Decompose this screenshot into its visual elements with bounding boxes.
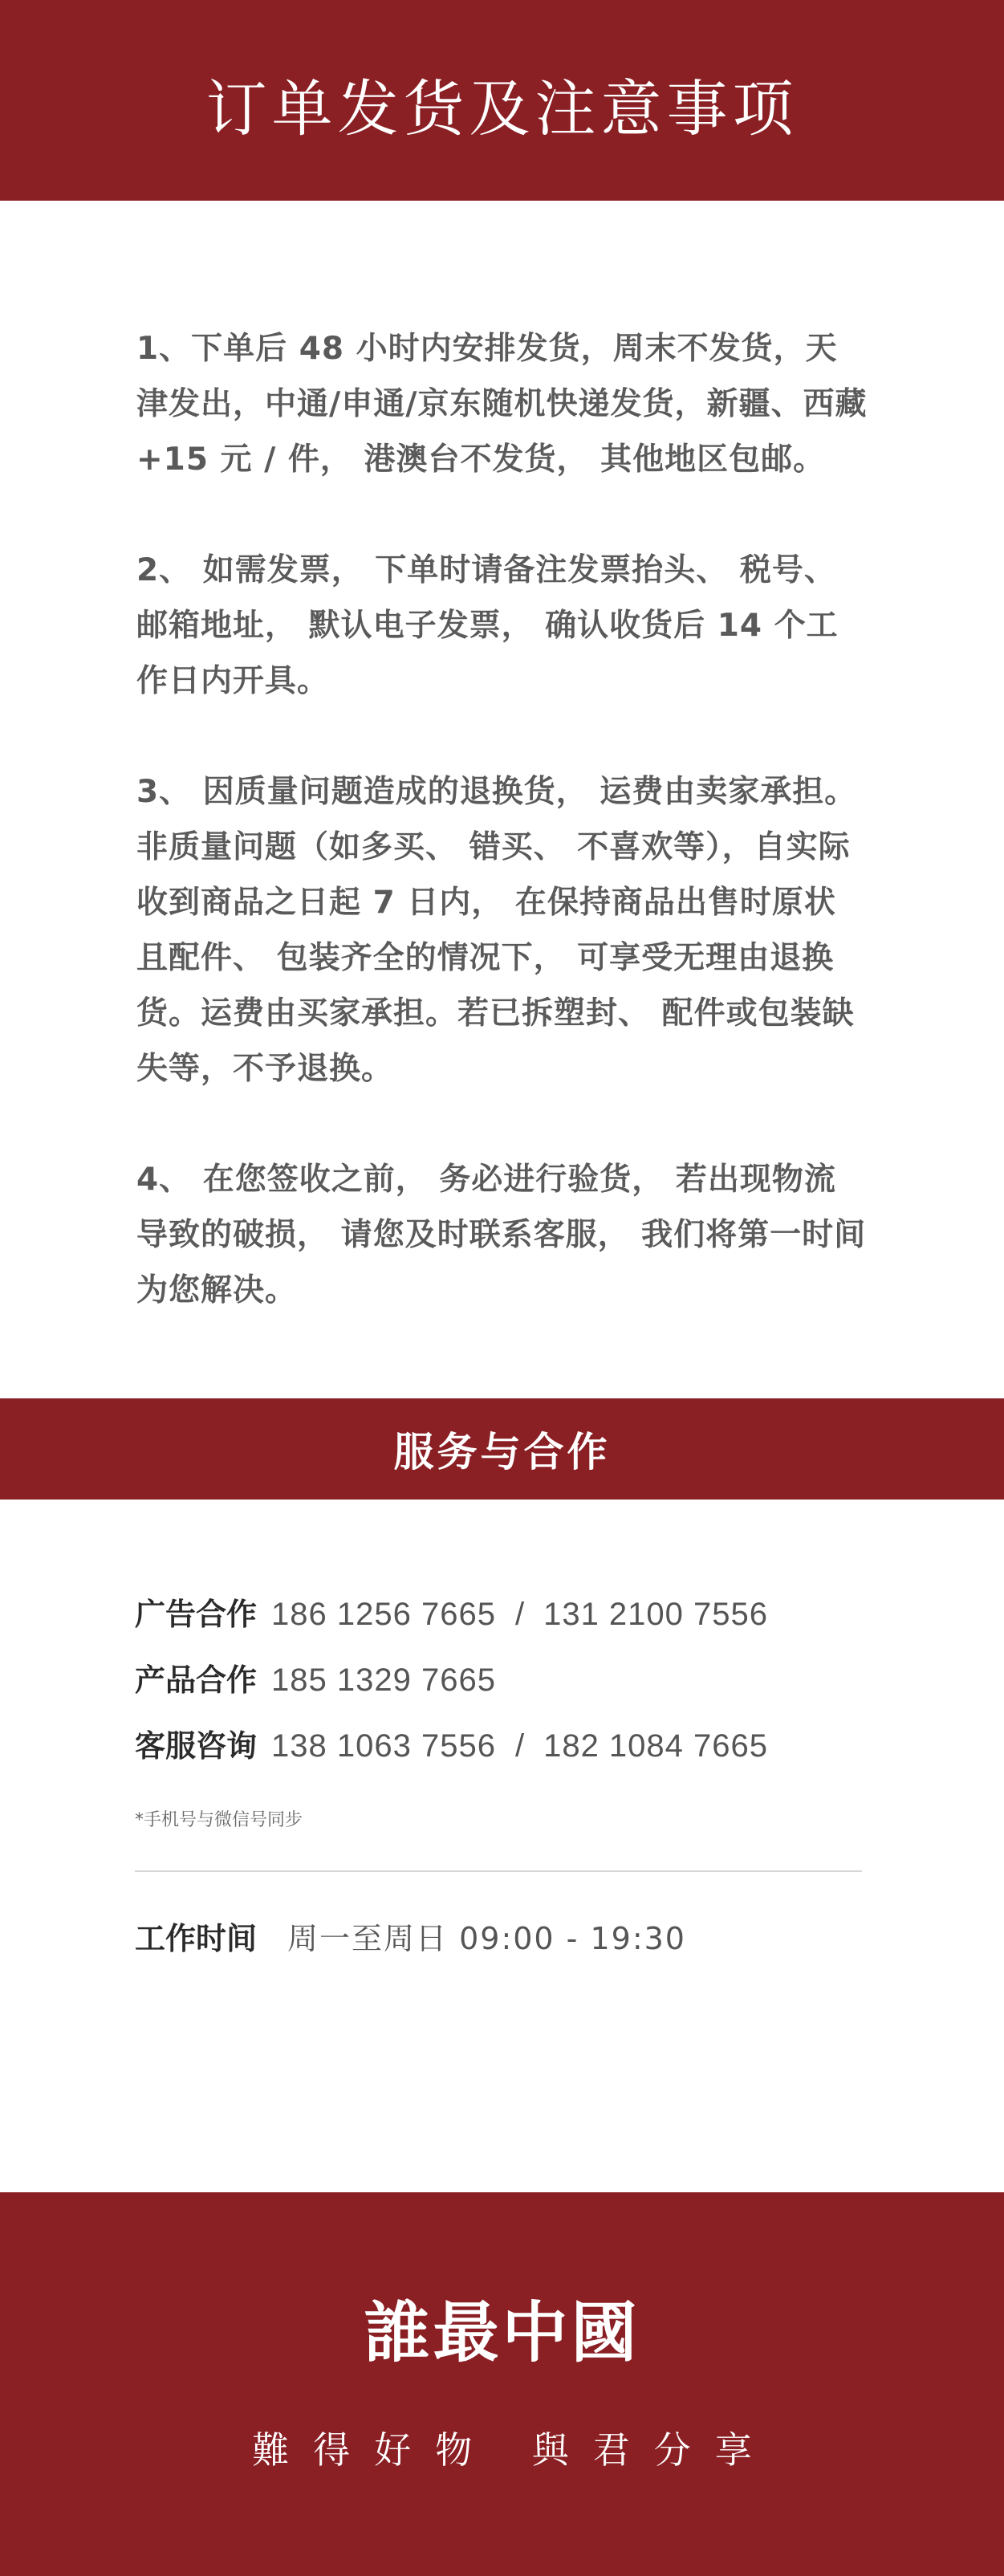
hours-label: 工作时间 <box>135 1921 258 1956</box>
page-title: 订单发货及注意事项 <box>205 72 799 144</box>
header-banner <box>0 0 1004 201</box>
divider <box>135 1870 862 1872</box>
service-section <box>0 1500 1004 2072</box>
service-banner <box>0 1398 1004 1500</box>
service-title: 服务与合作 <box>393 1429 611 1475</box>
contact-row-product <box>135 1655 868 1721</box>
contact-row-support <box>135 1721 868 1787</box>
footnote: *手机号与微信号同步 <box>135 1810 303 1830</box>
brand-logo: 誰最中國 <box>364 2294 640 2371</box>
brand-footer <box>0 2192 1004 2576</box>
working-hours <box>135 1914 868 1958</box>
contact-label: 客服咨询 <box>135 1728 258 1764</box>
contact-separator: / <box>514 1728 525 1764</box>
contact-row-ads <box>135 1589 868 1655</box>
contact-separator: / <box>514 1597 525 1632</box>
phone-number: 138 1063 7556 <box>271 1728 496 1764</box>
note-item: 4、 在您签收之前， 务必进行验货， 若出现物流导致的破损， 请您及时联系客服， 我们将第一时间为您解决。 <box>136 1162 867 1308</box>
note-item: 2、 如需发票， 下单时请备注发票抬头、 税号、邮箱地址， 默认电子发票， 确认收货后 14 个工作日内开具。 <box>136 552 839 699</box>
contact-label: 产品合作 <box>135 1662 258 1698</box>
phone-number: 182 1084 7665 <box>543 1728 769 1764</box>
brand-slogan: 難得好物 與君分享 <box>252 2428 776 2472</box>
contact-label: 广告合作 <box>135 1597 258 1632</box>
phone-number: 185 1329 7665 <box>271 1662 496 1698</box>
phone-number: 186 1256 7665 <box>271 1597 496 1632</box>
hours-value: 周一至周日 09:00 - 19:30 <box>287 1921 686 1956</box>
phone-number: 131 2100 7556 <box>543 1597 769 1632</box>
shipping-notes <box>0 201 1004 1398</box>
note-item: 1、下单后 48 小时内安排发货，周末不发货，天津发出，中通/申通/京东随机快递发货，新疆、西藏 +15 元 / 件， 港澳台不发货， 其他地区包邮。 <box>136 331 868 478</box>
note-item: 3、 因质量问题造成的退换货， 运费由卖家承担。非质量问题（如多买、 错买、 不喜欢等），自实际收到商品之日起 7 日内， 在保持商品出售时原状且配件、 包装齐全的情况下， 可享受无理由退换货。运费由买家承担。若已拆塑封、 配件或包装缺失等，不予退换。 <box>136 774 857 1087</box>
